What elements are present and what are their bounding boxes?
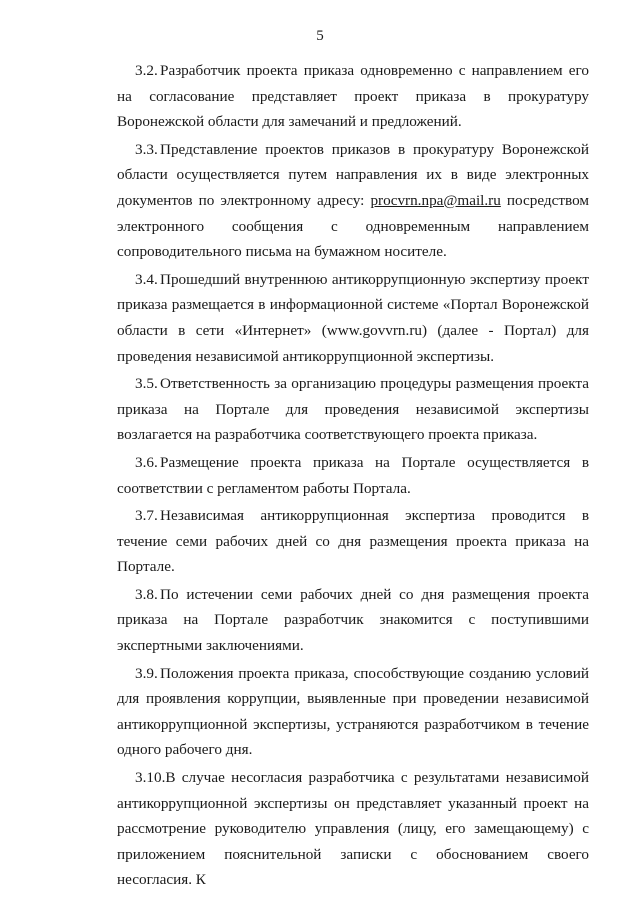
paragraph-text: посредством электронного сообщения с одновременным направлением сопроводительного письма на бумажном носителе. [117, 191, 589, 261]
paragraph-3-6 [117, 450, 589, 501]
paragraph-number: 3.7. [135, 507, 158, 525]
paragraph-number: 3.2. [135, 62, 158, 79]
paragraph-text: Независимая антикоррупционная экспертиза проводится в течение семи рабочих дней со дня размещения проекта приказа на Портале. [117, 507, 589, 576]
paragraph-number: 3.10. [135, 769, 166, 787]
paragraph-text: Разработчик проекта приказа одновременно с направлением его на согласование представляет проект приказа в прокуратуру Воронежской области для замечаний и предложений. [117, 62, 589, 131]
paragraph-text: Представление проектов приказов в прокуратуру Воронежской области осуществляется путем направления их в виде электронных документов по электронному адресу: [117, 140, 589, 209]
paragraph-3-5 [117, 371, 589, 448]
paragraph-number: 3.9. [135, 664, 158, 682]
paragraph-3-9 [117, 661, 589, 763]
paragraph-3-3 [117, 137, 589, 265]
paragraph-text: Ответственность за организацию процедуры размещения проекта приказа на Портале для проведения независимой экспертизы возлагается на разработчика соответствующего проекта приказа. [117, 375, 589, 444]
paragraph-number: 3.3. [135, 140, 158, 158]
paragraph-3-7 [117, 503, 589, 580]
document-body [117, 58, 589, 895]
email-link[interactable]: procvrn.npa@mail.ru [370, 191, 501, 209]
page-number: 5 [316, 28, 324, 44]
paragraph-3-4 [117, 267, 589, 369]
paragraph-3-2 [117, 58, 589, 135]
paragraph-text: По истечении семи рабочих дней со дня размещения проекта приказа на Портале разработчик знакомится с поступившими экспертными заключениями. [117, 585, 589, 655]
paragraph-text: Положения проекта приказа, способствующие созданию условий для проявления коррупции, выявленные при проведении независимой антикоррупционной экспертизы, устраняются разработчиком в течение одного рабочего дня. [117, 664, 589, 759]
paragraph-number: 3.4. [135, 270, 158, 288]
paragraph-text: В случае несогласия разработчика с результатами независимой антикоррупционной экспертизы он представляет указанный проект на рассмотрение руководителю управления (лицу, его замещающему) с приложением пояснительной записки с обоснованием своего несогласия. К [117, 769, 589, 889]
paragraph-text: Размещение проекта приказа на Портале осуществляется в соответствии с регламентом работы Портала. [117, 453, 589, 497]
paragraph-3-10 [117, 765, 589, 893]
paragraph-number: 3.8. [135, 585, 158, 603]
paragraph-text: Прошедший внутреннюю антикоррупционную экспертизу проект приказа размещается в информационной системе «Портал Воронежской области в сети «Интернет» (www.govvrn.ru) (далее - Портал) для проведения независимой антикоррупционной экспертизы. [117, 270, 589, 365]
paragraph-number: 3.6. [135, 453, 158, 471]
paragraph-3-8 [117, 582, 589, 659]
paragraph-number: 3.5. [135, 375, 158, 393]
